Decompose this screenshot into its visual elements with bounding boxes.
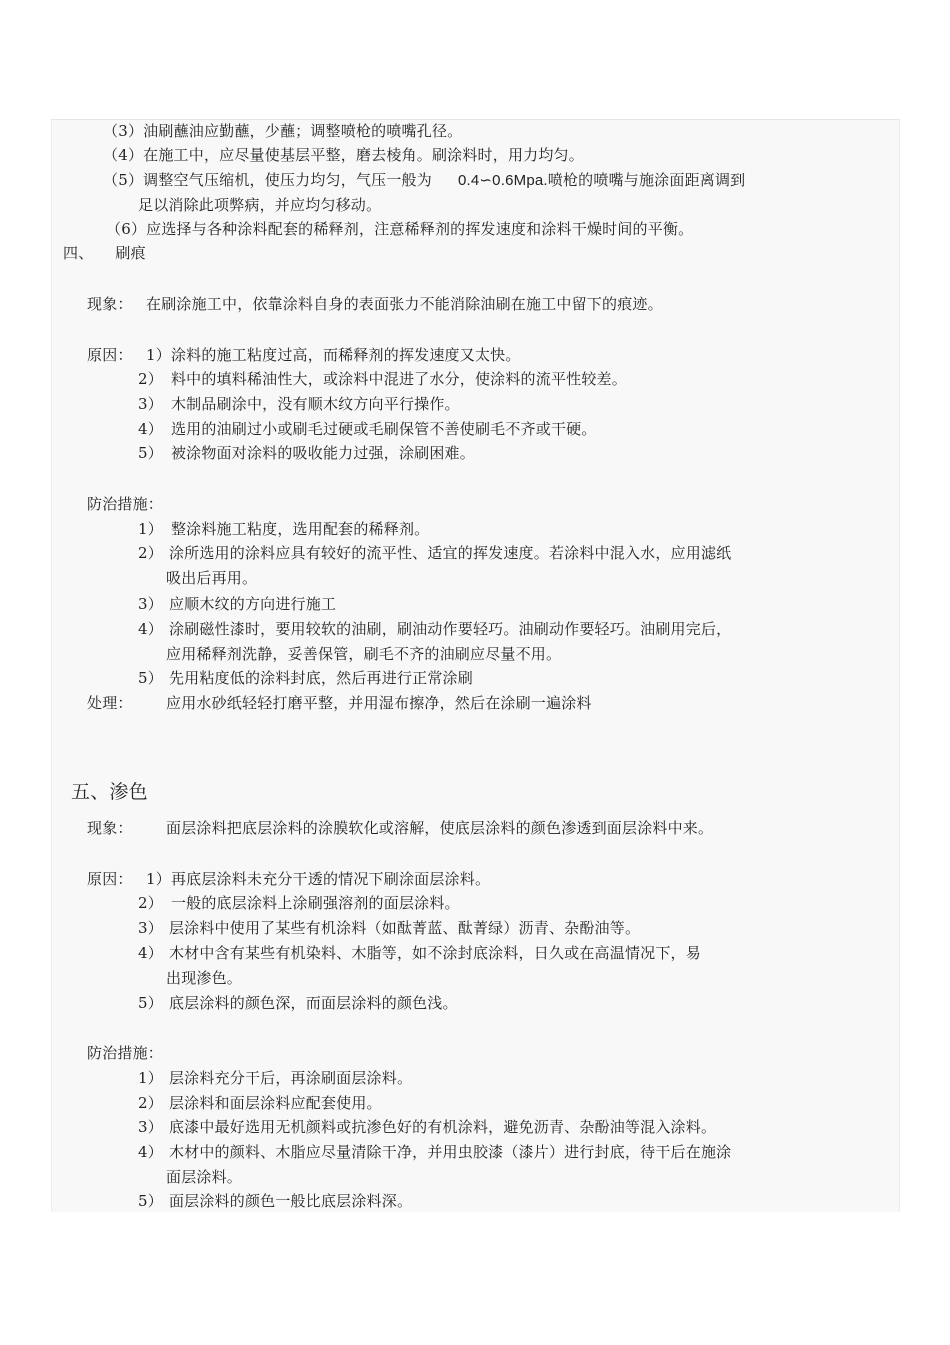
list-item: （4）在施工中，应尽量使基层平整，磨去棱角。刷涂料时，用力均匀。: [103, 146, 584, 164]
list-item: 1）再底层涂料未充分干透的情况下刷涂面层涂料。: [146, 870, 491, 888]
treatment-text: 应用水砂纸轻轻打磨平整，并用湿布擦净，然后在涂刷一遍涂料: [166, 694, 592, 712]
list-item: 3） 底漆中最好选用无机颜料或抗渗色好的有机涂料，避免沥青、杂酚油等混入涂料。: [138, 1118, 717, 1136]
list-item: 4） 木材中含有某些有机染料、木脂等，如不涂封底涂料，日久或在高温情况下，易: [138, 944, 701, 962]
section-heading: [63, 243, 146, 263]
list-item-continuation: 应用稀释剂洗静，妥善保管，刷毛不齐的油刷应尽量不用。: [166, 645, 562, 663]
list-item-text: 喷枪的喷嘴与施涂面距离调到: [547, 171, 746, 189]
list-item: 3） 层涂料中使用了某些有机涂料（如酞菁蓝、酞菁绿）沥青、杂酚油等。: [138, 919, 641, 937]
phenomenon-label: 现象：: [87, 295, 133, 313]
list-item-continuation: 出现渗色。: [166, 969, 243, 987]
causes-label: 原因：: [87, 870, 133, 888]
list-item: （3）油刷蘸油应勤蘸，少蘸；调整喷枪的喷嘴孔径。: [103, 122, 463, 140]
pressure-value: 0.4∽0.6Mpa.: [457, 172, 548, 189]
phenomenon-label: 现象：: [87, 819, 133, 837]
list-item: 3） 木制品刷涂中，没有顺木纹方向平行操作。: [138, 395, 460, 413]
document-page: [51, 119, 900, 1212]
phenomenon-text: 面层涂料把底层涂料的涂膜软化或溶解，使底层涂料的颜色渗透到面层涂料中来。: [166, 819, 714, 837]
list-item: 3） 应顺木纹的方向进行施工: [138, 595, 337, 613]
list-item: 4） 选用的油刷过小或刷毛过硬或毛刷保管不善使刷毛不齐或干硬。: [138, 420, 597, 438]
heading-number: 四、: [63, 244, 94, 262]
list-item: 4） 涂刷磁性漆时，要用较软的油刷，刷油动作要轻巧。油刷动作要轻巧。油刷用完后，: [138, 620, 732, 638]
phenomenon-text: 在刷涂施工中，依靠涂料自身的表面张力不能消除油刷在施工中留下的痕迹。: [146, 295, 663, 313]
list-item: 5） 面层涂料的颜色一般比底层涂料深。: [138, 1192, 413, 1210]
list-item-continuation: 吸出后再用。: [166, 569, 258, 587]
list-item: 5） 被涂物面对涂料的吸收能力过强，涂刷困难。: [138, 444, 475, 462]
list-item-continuation: 足以消除此项弊病，并应均匀移动。: [138, 196, 382, 214]
list-item: 2） 一般的底层涂料上涂刷强溶剂的面层涂料。: [138, 894, 460, 912]
treatment-label: 处理：: [87, 694, 133, 712]
list-item: 1）涂料的施工粘度过高，而稀释剂的挥发速度又太快。: [146, 346, 521, 364]
list-item-continuation: 面层涂料。: [166, 1168, 243, 1186]
list-item: 1） 层涂料充分干后，再涂刷面层涂料。: [138, 1069, 413, 1087]
list-item: 5） 先用粘度低的涂料封底，然后再进行正常涂刷: [138, 669, 473, 687]
list-item-text: （5）调整空气压缩机，使压力均匀，气压一般为: [103, 171, 432, 189]
list-item: [103, 170, 745, 191]
prevention-label: 防治措施：: [87, 495, 164, 513]
list-item: （6）应选择与各种涂料配套的稀释剂，注意稀释剂的挥发速度和涂料干燥时间的平衡。: [106, 220, 694, 238]
list-item: 4） 木材中的颜料、木脂应尽量清除干净，并用虫胶漆（漆片）进行封底，待干后在施涂: [138, 1143, 732, 1161]
prevention-label: 防治措施：: [87, 1044, 164, 1062]
list-item: 2） 料中的填料稀油性大，或涂料中混进了水分，使涂料的流平性较差。: [138, 370, 627, 388]
heading-title: 刷痕: [115, 244, 146, 262]
list-item: 2） 涂所选用的涂料应具有较好的流平性、适宜的挥发速度。若涂料中混入水，应用滤纸: [138, 544, 732, 562]
causes-label: 原因：: [87, 346, 133, 364]
list-item: 5） 底层涂料的颜色深，而面层涂料的颜色浅。: [138, 994, 458, 1012]
list-item: 1） 整涂料施工粘度，选用配套的稀释剂。: [138, 520, 430, 538]
list-item: 2） 层涂料和面层涂料应配套使用。: [138, 1094, 382, 1112]
section-heading: 五、渗色: [71, 781, 148, 803]
